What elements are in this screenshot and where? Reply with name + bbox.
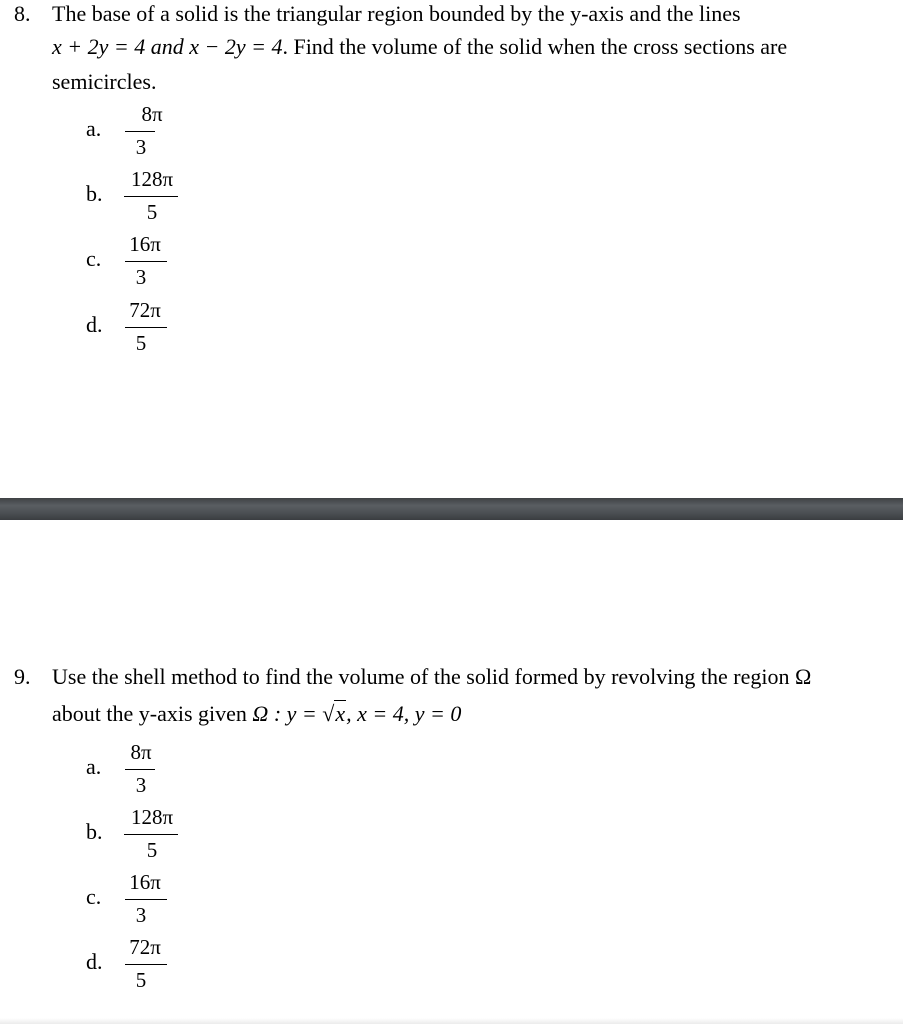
choice-letter: b. xyxy=(86,819,103,844)
square-root xyxy=(322,697,346,730)
fraction xyxy=(122,102,182,162)
numerator: 16π xyxy=(129,232,161,256)
numerator: 8π xyxy=(130,740,152,764)
question-text xyxy=(52,0,883,98)
choice-letter: a. xyxy=(86,116,102,141)
denominator: 3 xyxy=(135,135,147,159)
choice-b[interactable] xyxy=(0,805,300,875)
fraction-bar xyxy=(125,131,155,132)
choice-d[interactable] xyxy=(0,298,300,368)
equation-prefix: Ω : y = xyxy=(252,701,317,726)
fraction-bar xyxy=(125,261,167,262)
choice-letter: b. xyxy=(86,181,103,206)
equation: x + 2y = 4 and x − 2y = 4 xyxy=(52,34,283,59)
equation-suffix: , x = 4, y = 0 xyxy=(346,701,462,726)
choice-a[interactable] xyxy=(0,740,300,810)
denominator: 3 xyxy=(135,773,147,797)
denominator: 5 xyxy=(135,331,147,355)
question-number: 8. xyxy=(14,1,31,26)
choice-letter: d. xyxy=(86,949,103,974)
fraction xyxy=(122,232,182,292)
radicand: x xyxy=(335,701,346,726)
question-line-2-text: . Find the volume of the solid when the cross sections are xyxy=(282,34,788,59)
numerator: 16π xyxy=(129,870,161,894)
numerator: 72π xyxy=(129,935,161,959)
fraction xyxy=(122,870,182,930)
denominator: 5 xyxy=(135,968,147,992)
fraction-bar xyxy=(125,964,167,965)
question-line-1: The base of a solid is the triangular region bounded by the y-axis and the lines xyxy=(52,1,741,26)
fraction-bar xyxy=(124,196,178,197)
denominator: 5 xyxy=(146,200,158,224)
numerator: 128π xyxy=(130,805,174,829)
choice-c[interactable] xyxy=(0,870,300,940)
question-line-2 xyxy=(52,697,883,730)
fraction-bar xyxy=(125,327,167,328)
denominator: 3 xyxy=(135,265,147,289)
fraction xyxy=(122,805,182,865)
choice-letter: c. xyxy=(86,884,102,909)
choice-b[interactable] xyxy=(0,167,300,237)
question-line-1: Use the shell method to find the volume of the solid formed by revolving the region Ω xyxy=(52,664,812,689)
denominator: 3 xyxy=(135,903,147,927)
choice-letter: c. xyxy=(86,246,102,271)
denominator: 5 xyxy=(146,838,158,862)
bottom-edge-shadow xyxy=(0,1018,903,1024)
page-divider xyxy=(0,498,903,520)
question-text xyxy=(52,660,883,730)
fraction-bar xyxy=(125,899,167,900)
question-line-2-text: about the y-axis given xyxy=(52,701,247,726)
question-number: 9. xyxy=(14,664,31,689)
choice-c[interactable] xyxy=(0,232,300,302)
choice-letter: a. xyxy=(86,754,102,779)
fraction-bar xyxy=(125,769,155,770)
numerator: 128π xyxy=(130,167,174,191)
fraction xyxy=(122,167,182,227)
fraction xyxy=(122,298,182,358)
radical-sign: √ xyxy=(322,701,335,726)
fraction-bar xyxy=(124,834,178,835)
question-line-2 xyxy=(52,30,883,63)
fraction xyxy=(122,740,182,800)
fraction xyxy=(122,935,182,995)
question-line-3: semicircles. xyxy=(52,69,157,94)
choice-d[interactable] xyxy=(0,935,300,1005)
choice-letter: d. xyxy=(86,312,103,337)
numerator: 8π xyxy=(141,102,163,126)
choice-a[interactable] xyxy=(0,102,300,172)
numerator: 72π xyxy=(129,298,161,322)
